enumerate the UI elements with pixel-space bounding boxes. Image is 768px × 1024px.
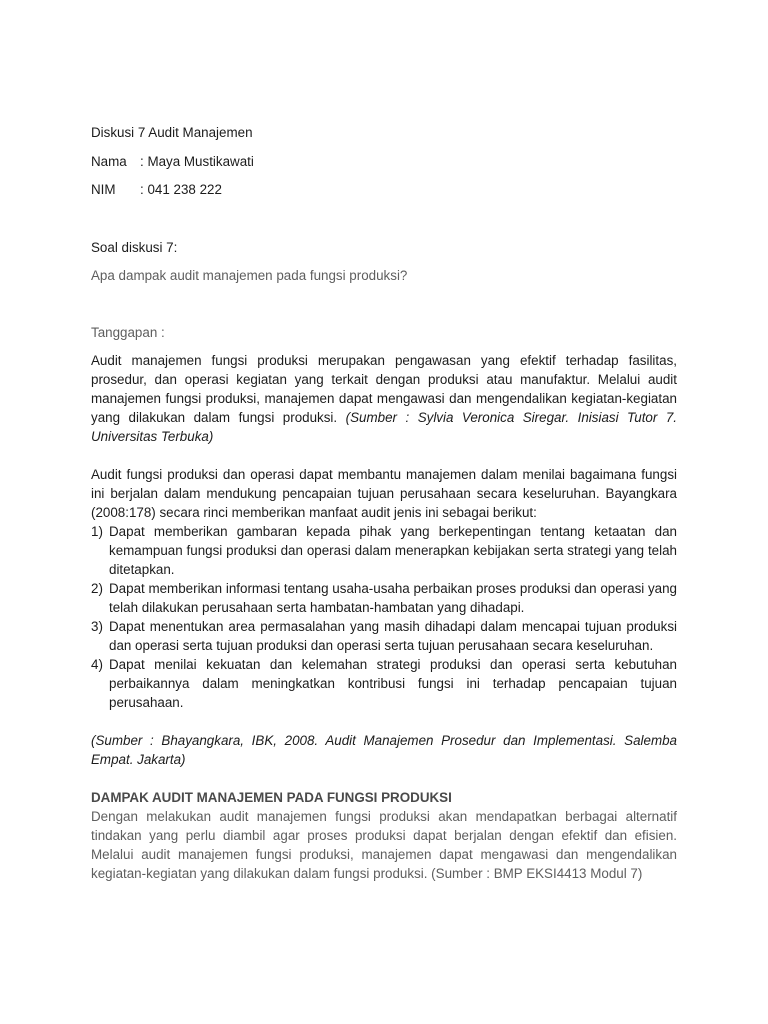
list-item-number: 4) [91,657,103,672]
name-label: Nama [91,154,127,169]
list-item [91,617,677,655]
nim-value: : 041 238 222 [140,182,222,197]
list-item-number: 1) [91,524,103,539]
answer-paragraph-1 [91,351,677,446]
answer-heading: Tanggapan : [91,325,165,340]
list-source: (Sumber : Bhayangkara, IBK, 2008. Audit Manajemen Prosedur dan Implementasi. Salemba Empat. Jakarta) [91,733,677,767]
list-item-number: 3) [91,619,103,634]
list-item [91,579,677,617]
list-item-text: Dapat memberikan informasi tentang usaha-usaha perbaikan proses produksi dan operasi yang telah dilakukan perusahaan serta hambatan-hambatan yang dihadapi. [109,581,677,615]
name-value: : Maya Mustikawati [140,154,254,169]
list-item-number: 2) [91,581,103,596]
answer-paragraph-2: Audit fungsi produksi dan operasi dapat membantu manajemen dalam menilai bagaimana fungsi ini berjalan dalam mendukung pencapaian tujuan perusahaan secara keseluruhan. Bayangkara (2008:178) secara rinci memberikan manfaat audit jenis ini sebagai berikut: [91,467,677,520]
nim-row [91,180,677,199]
list-item-text: Dapat menilai kekuatan dan kelemahan strategi produksi dan operasi serta kebutuhan perbaikannya dalam meningkatkan kontribusi fungsi ini terhadap pencapaian tujuan perusahaan. [109,657,677,710]
answer-paragraph-1-source: (Sumber : Sylvia Veronica Siregar. Inisiasi Tutor 7. Universitas Terbuka) [91,410,677,444]
impact-paragraph: Dengan melakukan audit manajemen fungsi produksi akan mendapatkan berbagai alternatif tindakan yang perlu diambil agar proses produksi dapat berjalan dengan efektif dan efisien. Melalui audit manajemen fungsi produksi, manajemen dapat mengawasi dan mengendalikan kegiatan-kegiatan yang dilakukan dalam fungsi produksi. (Sumber : BMP EKSI4413 Modul 7) [91,809,677,881]
list-item [91,522,677,579]
answer-paragraph-1-text: Audit manajemen fungsi produksi merupakan pengawasan yang efektif terhadap fasilitas, prosedur, dan operasi kegiatan yang terkait dengan produksi atau manufaktur. Melalui audit manajemen fungsi produksi, manajemen dapat mengawasi dan mengendalikan kegiatan-kegiatan yang dilakukan dalam fungsi produksi. [91,353,677,425]
impact-heading: DAMPAK AUDIT MANAJEMEN PADA FUNGSI PRODUKSI [91,790,452,805]
name-row [91,152,677,171]
list-item-text: Dapat menentukan area permasalahan yang masih dihadapi dalam mencapai tujuan produksi dan operasi serta tujuan produksi dan operasi serta tujuan perusahaan secara keseluruhan. [109,619,677,653]
list-item-text: Dapat memberikan gambaran kepada pihak yang berkepentingan tentang ketaatan dan kemampuan fungsi produksi dan operasi dalam menerapkan kebijakan serta strategi yang telah ditetapkan. [109,524,677,577]
list-item [91,655,677,712]
question-text: Apa dampak audit manajemen pada fungsi produksi? [91,268,408,283]
benefit-list [91,522,677,712]
nim-label: NIM [91,182,116,197]
question-heading: Soal diskusi 7: [91,240,178,255]
document-title: Diskusi 7 Audit Manajemen [91,125,253,140]
